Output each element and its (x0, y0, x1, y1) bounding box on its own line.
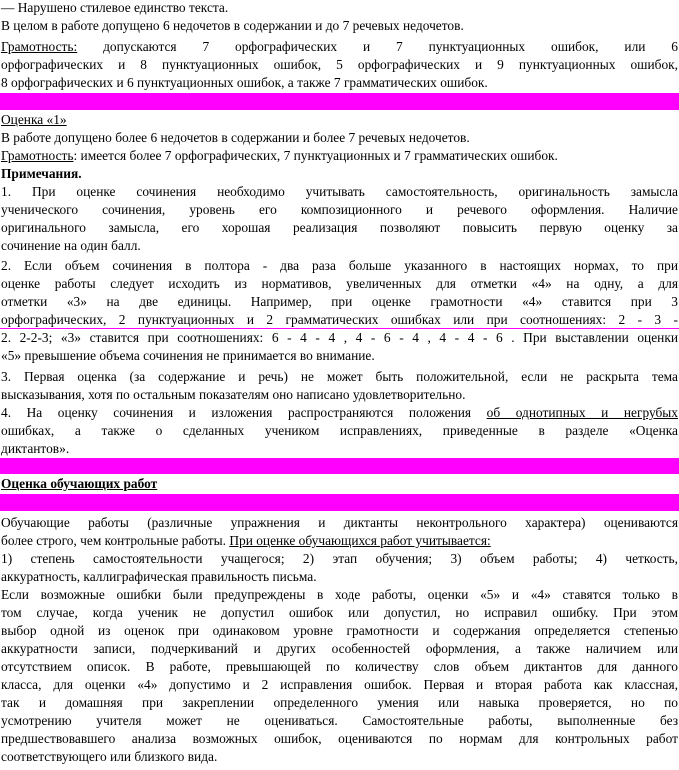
training-p3-line-2: том случае, когда ученик не допустил ошибок или допустил, но исправил ошибку. При этом (1, 605, 678, 620)
literacy-text: : имеется более 7 орфографических, 7 пунктуационных и 7 грамматических ошибок. (73, 148, 558, 163)
section-divider (0, 93, 679, 110)
note-3-line-2: высказывания, хотя по остальным показателям оно написано удовлетворительно. (1, 387, 466, 402)
grade-1-line: В работе допущено более 6 недочетов в содержании и более 7 речевых недочетов. (1, 130, 470, 145)
note-4-line-1 (1, 404, 678, 422)
note-1-line-2: ученического сочинения, уровень его композиционного и речевого оформления. Наличие (1, 202, 678, 217)
section-divider (0, 494, 679, 511)
note-4-line-2: ошибках, а также о сделанных учеником исправлениях, приведенные в разделе «Оценка (1, 423, 678, 438)
note-2-line-6: «5» превышение объема сочинения не принимается во внимание. (1, 348, 375, 363)
note-1-line-4: сочинение на один балл. (1, 238, 141, 253)
training-p3-line-8: усмотрению учителя может не оцениваться. Самостоятельные работы, выполненные без (1, 713, 678, 728)
training-p1-text: более строго, чем контрольные работы. (1, 533, 230, 548)
note-4-text: 4. На оценку сочинения и изложения распространяются положения (1, 405, 487, 420)
grade-1-heading (1, 111, 678, 129)
note-2-line-2: оценке работы следует исходить из нормативов, увеличенных для отметки «4» на одну, а для (1, 276, 678, 291)
note-4-reference: об однотипных и негрубых (486, 405, 678, 420)
note-4-line-3: диктантов». (1, 441, 70, 456)
note-2-line-1: 2. Если объем сочинения в полтора - два раза больше указанного в настоящих нормах, то при (1, 258, 678, 273)
literacy-text: допускаются 7 орфографических и 7 пунктуационных ошибок, или 6 (77, 39, 678, 54)
training-p3-line-4: аккуратности записи, подчеркиваний и других особенностей оформления, а также наличием или (1, 641, 678, 656)
training-p3-line-5: отсутствием описок. В работе, превышающей по количеству слов объем диктантов для данного (1, 659, 678, 674)
note-1-line-1: 1. При оценке сочинения необходимо учитывать самостоятельность, оригинальность замысла (1, 184, 678, 199)
training-p3-line-6: класса, для оценки «4» допустимо и 2 исправления ошибок. Первая и вторая работа как классная, (1, 677, 678, 692)
note-2-line-4: орфографических, 2 пунктуационных и 2 грамматических ошибках или при соотношениях: 2 - 3 - (1, 312, 678, 327)
training-p3-line-1: Если возможные ошибки были предупреждены в ходе работы, оценки «5» и «4» ставятся только в (1, 587, 678, 602)
training-p3-line-10: соответствующего или близкого вида. (1, 749, 218, 764)
training-p3-line-7: так и домашняя при закреплении определенного умения или навыка проверяется, но по (1, 695, 678, 710)
grade-1-literacy (1, 147, 678, 165)
training-heading (1, 475, 678, 493)
literacy-label: Грамотность: (1, 39, 78, 54)
section-divider (0, 458, 679, 474)
training-p1-line-2 (1, 532, 678, 550)
thin-divider (0, 328, 679, 329)
training-p2-line-2: аккуратность, каллиграфическая правильность письма. (1, 569, 317, 584)
training-p1-line-1: Обучающие работы (различные упражнения и диктанты неконтрольного характера) оцениваются (1, 515, 678, 530)
note-3-line-1: 3. Первая оценка (за содержание и речь) не может быть положительной, если не раскрыта тема (1, 369, 678, 384)
intro-literacy-line-2: орфографических и 8 пунктуационных ошибок, 5 орфографических и 9 пунктуационных ошибок, (1, 57, 678, 72)
training-p3-line-9: предшествовавшего анализа возможных ошибок, оцениваются по нормам для контрольных работ (1, 731, 678, 746)
training-criteria-heading: При оценке обучающихся работ учитывается: (229, 533, 491, 548)
note-1-line-3: оригинального замысла, его хорошая реализация позволяют повысить первую оценку за (1, 220, 678, 235)
grade-1-heading-text: Оценка «1» (1, 112, 67, 127)
training-p2-line-1: 1) степень самостоятельности учащегося; 2) этап обучения; 3) объем работы; 4) четкость, (1, 551, 678, 566)
intro-line-2: В целом в работе допущено 6 недочетов в содержании и до 7 речевых недочетов. (1, 18, 464, 33)
training-p3-line-3: выбор одной из оценок при одинаковом уровне грамотности и содержания определяется степенью (1, 623, 678, 638)
intro-literacy-line-1 (1, 38, 678, 56)
note-2-line-3: отметки «3» на две единицы. Например, при оценке грамотности «4» ставится при 3 (1, 294, 678, 309)
intro-line-1: — Нарушено стилевое единство текста. (1, 0, 229, 15)
note-2-line-5: 2. 2-2-3; «3» ставится при соотношениях: 6 - 4 - 4 , 4 - 6 - 4 , 4 - 4 - 6 . При выставлении оценки (1, 330, 678, 345)
literacy-label: Грамотность (1, 148, 74, 163)
notes-heading: Примечания. (1, 166, 82, 181)
intro-literacy-line-3: 8 орфографических и 6 пунктуационных ошибок, а также 7 грамматических ошибок. (1, 75, 488, 90)
training-heading-text: Оценка обучающих работ (1, 476, 158, 491)
